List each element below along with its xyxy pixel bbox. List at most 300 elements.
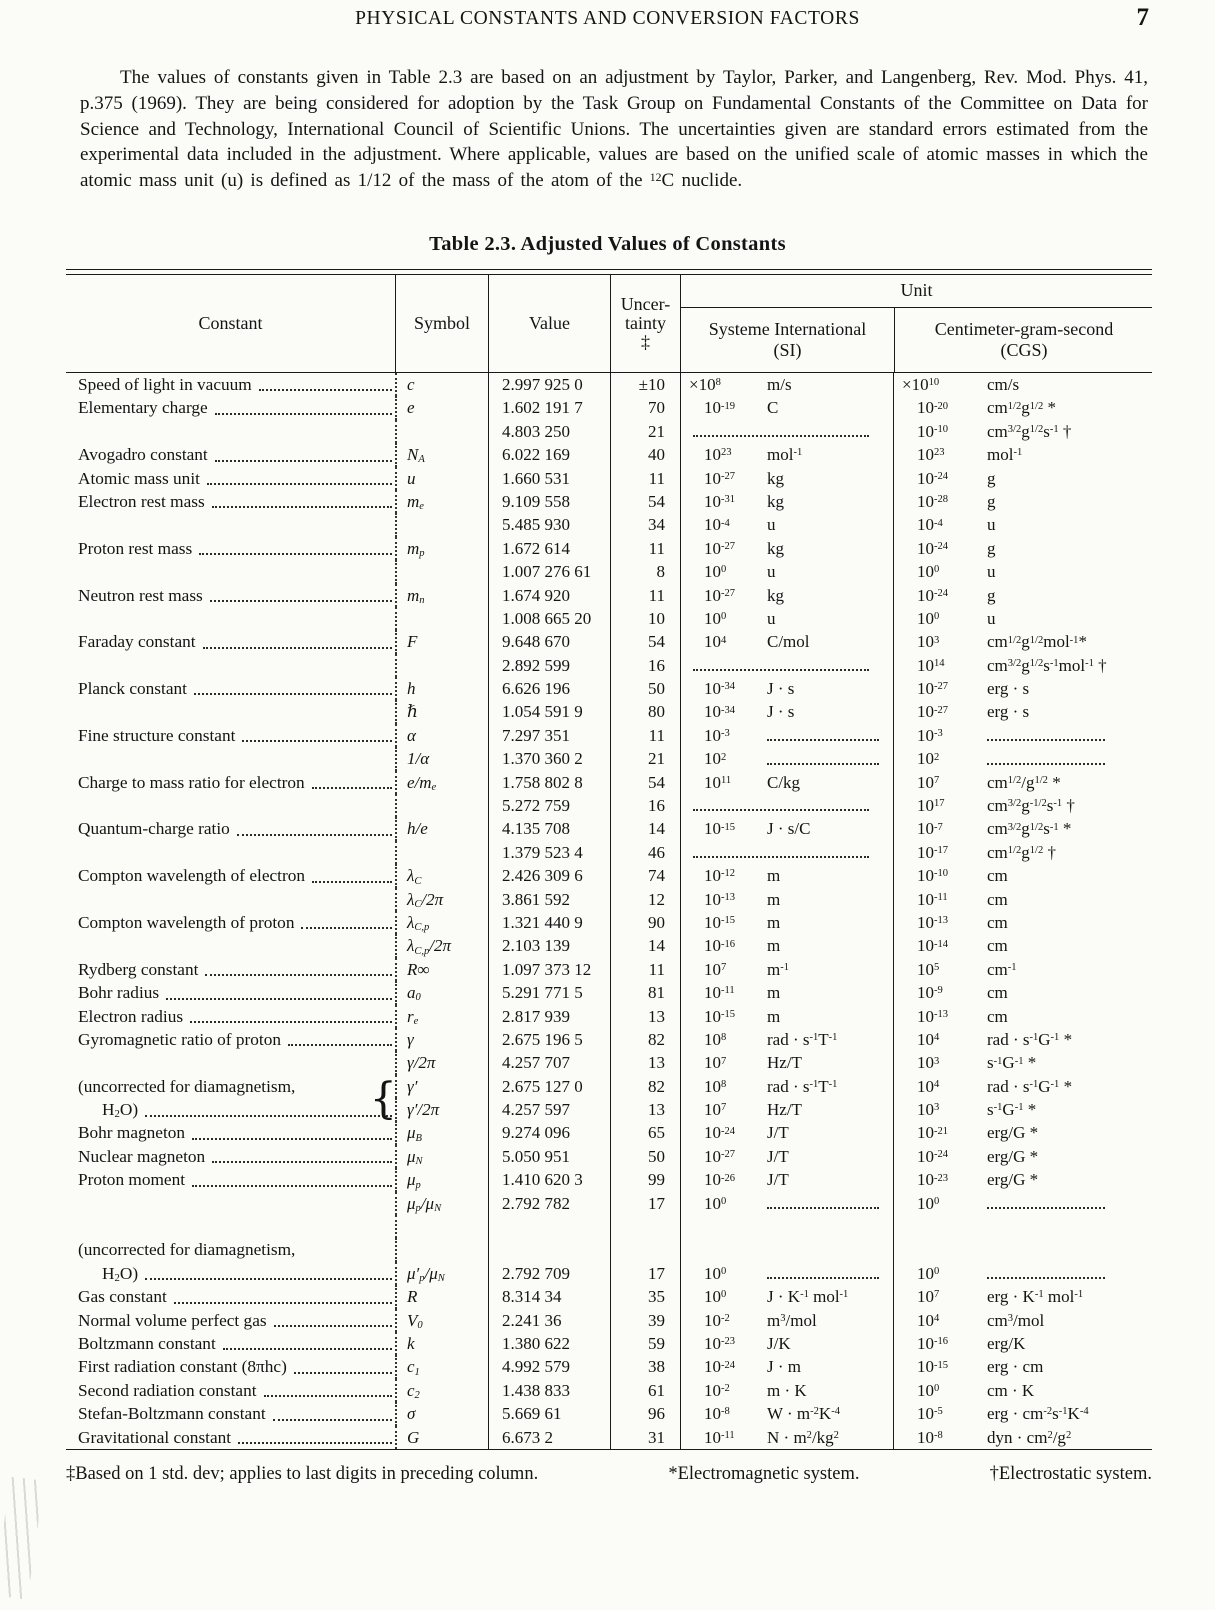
unit: erg/G * bbox=[987, 1123, 1039, 1143]
uncertainty-cell: 34 bbox=[610, 513, 680, 536]
table-row bbox=[66, 1145, 1152, 1168]
value-cell: 1.054 591 9 bbox=[488, 700, 610, 723]
constant-name: Electron radius bbox=[78, 1006, 184, 1026]
si-unit-cell bbox=[680, 1192, 893, 1215]
si-unit-cell bbox=[680, 560, 893, 583]
unit: cm/s bbox=[987, 374, 1020, 394]
symbol-cell: $m_e$ bbox=[395, 490, 488, 513]
header-uncertainty: Uncer- tainty ‡ bbox=[610, 275, 680, 372]
multiplier: $10^7$ bbox=[704, 1053, 727, 1073]
value-cell: 1.438 833 bbox=[488, 1379, 610, 1402]
multiplier: $10^4$ bbox=[917, 1076, 940, 1096]
multiplier: $10^7$ bbox=[704, 1100, 727, 1120]
value-cell: 1.660 531 bbox=[488, 467, 610, 490]
header-unit-group bbox=[680, 275, 1152, 372]
uncertainty-cell: 21 bbox=[610, 420, 680, 443]
constant-cell bbox=[66, 1121, 395, 1144]
symbol-cell: α bbox=[395, 724, 488, 747]
constant-cell bbox=[66, 420, 395, 443]
unit: cm bbox=[987, 889, 1008, 909]
unit: C/kg bbox=[767, 772, 801, 792]
unit: $cm^{1/2}g^{1/2}mol^{-1}*$ bbox=[987, 632, 1087, 652]
si-unit-cell bbox=[680, 1098, 893, 1121]
table-row bbox=[66, 1028, 1152, 1051]
dotted-leader bbox=[203, 630, 392, 648]
table-row bbox=[66, 1051, 1152, 1074]
constant-name: Gyromagnetic ratio of proton bbox=[78, 1029, 281, 1049]
multiplier: $10^7$ bbox=[917, 1287, 940, 1307]
multiplier: $10^{-21}$ bbox=[917, 1123, 949, 1143]
cgs-unit-cell bbox=[893, 467, 1152, 490]
cgs-unit-cell bbox=[893, 700, 1152, 723]
multiplier: $10^{-26}$ bbox=[704, 1170, 736, 1190]
unit: cm bbox=[987, 866, 1008, 886]
table-row bbox=[66, 630, 1152, 653]
uncertainty-cell: 16 bbox=[610, 794, 680, 817]
value-cell: 2.675 127 0 bbox=[488, 1075, 610, 1098]
constant-cell bbox=[66, 607, 395, 630]
multiplier: $10^3$ bbox=[917, 632, 940, 652]
multiplier: $10^{-27}$ bbox=[917, 702, 949, 722]
uncertainty-cell: 65 bbox=[610, 1121, 680, 1144]
cgs-unit-cell bbox=[893, 1379, 1152, 1402]
cgs-unit-cell bbox=[893, 1426, 1152, 1449]
cgs-unit-cell bbox=[893, 1168, 1152, 1191]
unit: kg bbox=[767, 585, 784, 605]
unit: J/T bbox=[767, 1146, 789, 1166]
constant-cell bbox=[66, 1005, 395, 1028]
constant-name: Speed of light in vacuum bbox=[78, 374, 252, 394]
constant-cell bbox=[66, 1402, 395, 1425]
unit: $cm^{3/2}g^{1/2}s^{-1}$ † bbox=[987, 421, 1072, 441]
multiplier: $10^{-24}$ bbox=[704, 1123, 736, 1143]
value-cell: 4.135 708 bbox=[488, 817, 610, 840]
constant-cell bbox=[66, 1028, 395, 1051]
uncertainty-cell: 90 bbox=[610, 911, 680, 934]
unit: $N \cdot m^2/kg^2$ bbox=[767, 1427, 839, 1447]
header-constant: Constant bbox=[198, 312, 263, 333]
unit: $cm^{3/2}g^{1/2}s^{-1}mol^{-1}$ † bbox=[987, 655, 1107, 675]
symbol-cell: $e/m_e$ bbox=[395, 771, 488, 794]
si-unit-cell bbox=[680, 1402, 893, 1425]
si-unit-cell bbox=[680, 1028, 893, 1051]
unit: erg · $K^{-1}$ mol$^{-1}$ bbox=[987, 1287, 1084, 1307]
cgs-unit-cell bbox=[893, 1121, 1152, 1144]
table-row bbox=[66, 584, 1152, 607]
running-head bbox=[0, 4, 1215, 38]
symbol-cell: σ bbox=[395, 1402, 488, 1425]
value-cell: 4.803 250 bbox=[488, 420, 610, 443]
multiplier: $10^{-7}$ bbox=[917, 819, 943, 839]
page-number: 7 bbox=[1136, 4, 1149, 31]
constant-name: First radiation constant (8πhc) bbox=[78, 1357, 287, 1377]
dotted-leader bbox=[215, 396, 392, 414]
symbol-cell: e bbox=[395, 396, 488, 419]
table-row bbox=[66, 724, 1152, 747]
value-cell: 1.370 360 2 bbox=[488, 747, 610, 770]
uncertainty-cell: 10 bbox=[610, 607, 680, 630]
multiplier: $10^{23}$ bbox=[704, 445, 732, 465]
dotted-leader bbox=[242, 724, 392, 742]
cgs-unit-cell bbox=[893, 981, 1152, 1004]
cgs-unit-cell bbox=[893, 1028, 1152, 1051]
multiplier: $10^{-27}$ bbox=[704, 538, 736, 558]
si-unit-cell bbox=[680, 1121, 893, 1144]
cgs-unit-cell bbox=[893, 537, 1152, 560]
constant-cell bbox=[66, 396, 395, 419]
dotted-leader bbox=[238, 1426, 392, 1444]
si-unit-cell bbox=[680, 396, 893, 419]
unit: m/s bbox=[767, 374, 792, 394]
multiplier: $10^{-10}$ bbox=[917, 421, 949, 441]
multiplier: $10^{-34}$ bbox=[704, 702, 736, 722]
symbol-cell: γ′/2π bbox=[395, 1098, 488, 1121]
symbol-cell bbox=[395, 560, 488, 583]
symbol-cell: $N_A$ bbox=[395, 443, 488, 466]
value-cell: 5.050 951 bbox=[488, 1145, 610, 1168]
value-cell: 1.674 920 bbox=[488, 584, 610, 607]
si-unit-cell bbox=[680, 911, 893, 934]
cgs-unit-cell bbox=[893, 630, 1152, 653]
symbol-cell: h/e bbox=[395, 817, 488, 840]
constant-name: Faraday constant bbox=[78, 632, 196, 652]
si-unit-cell bbox=[680, 864, 893, 887]
table-row bbox=[66, 1402, 1152, 1425]
constant-cell bbox=[66, 1355, 395, 1378]
cgs-unit-cell bbox=[893, 490, 1152, 513]
multiplier: $10^{-8}$ bbox=[704, 1404, 730, 1424]
uncertainty-cell: 11 bbox=[610, 584, 680, 607]
unit: dyn · $cm^2/g^2$ bbox=[987, 1427, 1072, 1447]
unit: C/mol bbox=[767, 632, 810, 652]
symbol-cell: R∞ bbox=[395, 958, 488, 981]
unit: mol$^{-1}$ bbox=[767, 445, 803, 465]
constants-table bbox=[66, 269, 1152, 1450]
multiplier: $10^{-19}$ bbox=[704, 398, 736, 418]
constant-cell bbox=[66, 1098, 395, 1121]
header-unit: Unit bbox=[681, 275, 1152, 308]
si-unit-cell bbox=[680, 467, 893, 490]
si-unit-cell bbox=[680, 934, 893, 957]
si-unit-cell bbox=[680, 1145, 893, 1168]
uncertainty-cell: 82 bbox=[610, 1075, 680, 1098]
constant-cell bbox=[66, 864, 395, 887]
value-cell: 1.321 440 9 bbox=[488, 911, 610, 934]
unit: $J \cdot K^{-1}$ mol$^{-1}$ bbox=[767, 1287, 849, 1307]
constant-cell bbox=[66, 817, 395, 840]
cgs-unit-cell bbox=[893, 1215, 1152, 1238]
multiplier: $10^{-27}$ bbox=[704, 1146, 736, 1166]
unit: u bbox=[987, 515, 996, 535]
value-cell: 2.997 925 0 bbox=[488, 373, 610, 396]
constant-name: (uncorrected for diamagnetism, bbox=[78, 1076, 296, 1096]
unit: $cm^{1/2}g^{1/2}$ * bbox=[987, 398, 1056, 418]
multiplier: $10^8$ bbox=[704, 1029, 727, 1049]
dotted-leader bbox=[312, 771, 392, 789]
si-unit-cell bbox=[680, 771, 893, 794]
value-cell bbox=[488, 1215, 610, 1238]
multiplier: $10^{-3}$ bbox=[917, 725, 943, 745]
unit: erg · s bbox=[987, 702, 1030, 722]
constant-cell bbox=[66, 700, 395, 723]
table-row bbox=[66, 1332, 1152, 1355]
si-unit-cell bbox=[680, 513, 893, 536]
uncertainty-cell: 82 bbox=[610, 1028, 680, 1051]
unit: $W \cdot m^{-2}K^{-4}$ bbox=[767, 1404, 840, 1424]
unit: mol$^{-1}$ bbox=[987, 445, 1023, 465]
dotted-leader bbox=[294, 1355, 392, 1373]
constant-cell bbox=[66, 1215, 395, 1238]
header-si: Systeme International (SI) bbox=[708, 318, 867, 360]
unit: m bbox=[767, 866, 781, 886]
symbol-cell: $\mu'_p/\mu_N$ bbox=[395, 1262, 488, 1285]
dotted-leader bbox=[145, 1262, 392, 1280]
multiplier: $10^{11}$ bbox=[704, 772, 732, 792]
constant-name: Bohr radius bbox=[78, 983, 160, 1003]
constant-name: Fine structure constant bbox=[78, 725, 236, 745]
unit: g bbox=[987, 468, 996, 488]
table-row bbox=[66, 560, 1152, 583]
table-row bbox=[66, 654, 1152, 677]
value-cell: 1.380 622 bbox=[488, 1332, 610, 1355]
constant-name: Atomic mass unit bbox=[78, 468, 200, 488]
symbol-cell bbox=[395, 794, 488, 817]
constant-cell bbox=[66, 584, 395, 607]
multiplier: $10^0$ bbox=[704, 1287, 727, 1307]
unit: m bbox=[767, 889, 781, 909]
constant-cell bbox=[66, 1262, 395, 1285]
value-cell: 2.103 139 bbox=[488, 934, 610, 957]
cgs-unit-cell bbox=[893, 1285, 1152, 1308]
cgs-unit-cell bbox=[893, 771, 1152, 794]
multiplier: $10^{-24}$ bbox=[917, 538, 949, 558]
constant-cell bbox=[66, 724, 395, 747]
symbol-cell: 1/α bbox=[395, 747, 488, 770]
unit: erg/G * bbox=[987, 1170, 1039, 1190]
uncertainty-cell: 13 bbox=[610, 1005, 680, 1028]
si-unit-cell bbox=[680, 537, 893, 560]
uncertainty-cell: 35 bbox=[610, 1285, 680, 1308]
scanned-page bbox=[0, 4, 1215, 1610]
unit: kg bbox=[767, 538, 784, 558]
value-cell: 1.672 614 bbox=[488, 537, 610, 560]
cgs-unit-cell bbox=[893, 373, 1152, 396]
multiplier: $10^7$ bbox=[704, 959, 727, 979]
si-unit-cell bbox=[680, 1355, 893, 1378]
constant-name: Second radiation constant bbox=[78, 1380, 257, 1400]
table-title: Table 2.3. Adjusted Values of Constants bbox=[429, 232, 786, 255]
symbol-cell bbox=[395, 420, 488, 443]
header-value: Value bbox=[488, 275, 610, 372]
value-cell: 2.892 599 bbox=[488, 654, 610, 677]
uncertainty-cell: 13 bbox=[610, 1098, 680, 1121]
symbol-cell: $m_n$ bbox=[395, 584, 488, 607]
value-cell: 6.626 196 bbox=[488, 677, 610, 700]
cgs-unit-cell bbox=[893, 1402, 1152, 1425]
table-row bbox=[66, 1192, 1152, 1215]
multiplier: $10^2$ bbox=[704, 749, 727, 769]
uncertainty-cell: 46 bbox=[610, 841, 680, 864]
multiplier: $10^{-27}$ bbox=[704, 468, 736, 488]
table-row bbox=[66, 1426, 1152, 1449]
cgs-unit-cell bbox=[893, 817, 1152, 840]
unit: cm bbox=[987, 912, 1008, 932]
constant-cell bbox=[66, 794, 395, 817]
si-unit-cell bbox=[680, 584, 893, 607]
constant-name: (uncorrected for diamagnetism, bbox=[78, 1240, 296, 1260]
multiplier: $10^{-11}$ bbox=[704, 1427, 735, 1447]
symbol-cell: $c_1$ bbox=[395, 1355, 488, 1378]
multiplier: $10^{14}$ bbox=[917, 655, 945, 675]
multiplier: $10^{-11}$ bbox=[917, 889, 948, 909]
si-unit-cell bbox=[680, 700, 893, 723]
uncertainty-cell: 96 bbox=[610, 1402, 680, 1425]
si-unit-cell bbox=[680, 958, 893, 981]
dotted-leader bbox=[194, 677, 392, 695]
footnote-asterisk: *Electromagnetic system. bbox=[668, 1463, 860, 1484]
multiplier: $10^{-16}$ bbox=[917, 1334, 949, 1353]
symbol-cell: γ bbox=[395, 1028, 488, 1051]
dotted-leader bbox=[301, 911, 392, 929]
cgs-unit-cell bbox=[893, 1262, 1152, 1285]
si-unit-cell bbox=[680, 747, 893, 770]
table-row bbox=[66, 934, 1152, 957]
table-row bbox=[66, 1309, 1152, 1332]
unit: g bbox=[987, 538, 996, 558]
multiplier: $10^{-8}$ bbox=[917, 1427, 943, 1447]
dotted-leader bbox=[288, 1028, 392, 1046]
uncertainty-cell: 80 bbox=[610, 700, 680, 723]
value-cell: 6.022 169 bbox=[488, 443, 610, 466]
multiplier: $10^{-27}$ bbox=[704, 585, 736, 605]
unit: J/K bbox=[767, 1334, 791, 1353]
multiplier: $10^{-17}$ bbox=[917, 842, 949, 862]
multiplier: $10^{-13}$ bbox=[917, 1006, 949, 1026]
multiplier: $10^7$ bbox=[917, 772, 940, 792]
unit: J · s bbox=[767, 702, 795, 722]
unit: rad · $s^{-1}G^{-1}$ * bbox=[987, 1076, 1073, 1096]
uncertainty-cell: 50 bbox=[610, 677, 680, 700]
value-cell: 2.426 309 6 bbox=[488, 864, 610, 887]
symbol-cell bbox=[395, 654, 488, 677]
unit: $s^{-1}G^{-1}$ * bbox=[987, 1053, 1037, 1073]
multiplier: $10^{-10}$ bbox=[917, 866, 949, 886]
table-row bbox=[66, 537, 1152, 560]
unit: m bbox=[767, 1006, 781, 1026]
constant-cell bbox=[66, 1168, 395, 1191]
multiplier: $10^0$ bbox=[704, 562, 727, 582]
footnote-double-dagger: ‡Based on 1 std. dev; applies to last digits in preceding column. bbox=[66, 1463, 539, 1484]
unit: m · K bbox=[767, 1380, 807, 1400]
dotted-leader bbox=[205, 958, 392, 976]
unit: rad · $s^{-1}T^{-1}$ bbox=[767, 1076, 838, 1096]
unit: J · s/C bbox=[767, 819, 811, 839]
dotted-leader bbox=[210, 584, 392, 602]
value-cell: 4.257 707 bbox=[488, 1051, 610, 1074]
table-row bbox=[66, 1005, 1152, 1028]
dotted-leader bbox=[192, 1121, 392, 1139]
constant-name: Boltzmann constant bbox=[78, 1334, 216, 1353]
constant-name: $H_2O$) bbox=[102, 1263, 139, 1285]
uncertainty-cell: 81 bbox=[610, 981, 680, 1004]
cgs-unit-cell bbox=[893, 747, 1152, 770]
cgs-unit-cell bbox=[893, 654, 1152, 677]
si-unit-cell bbox=[680, 607, 893, 630]
dotted-leader bbox=[312, 864, 392, 882]
constant-name: Gas constant bbox=[78, 1287, 167, 1307]
multiplier: $10^{-24}$ bbox=[704, 1357, 736, 1377]
constant-cell bbox=[66, 981, 395, 1004]
table-header bbox=[66, 275, 1152, 373]
cgs-unit-cell bbox=[893, 1075, 1152, 1098]
value-cell: 5.485 930 bbox=[488, 513, 610, 536]
multiplier: $10^{-28}$ bbox=[917, 491, 949, 511]
table-row bbox=[66, 420, 1152, 443]
value-cell: 2.817 939 bbox=[488, 1005, 610, 1028]
multiplier: $10^4$ bbox=[917, 1029, 940, 1049]
constant-name: Elementary charge bbox=[78, 398, 208, 418]
si-unit-cell bbox=[680, 1426, 893, 1449]
unit: J · s bbox=[767, 679, 795, 699]
unit: rad · $s^{-1}G^{-1}$ * bbox=[987, 1029, 1073, 1049]
symbol-cell bbox=[395, 607, 488, 630]
symbol-cell bbox=[395, 513, 488, 536]
value-cell: 9.274 096 bbox=[488, 1121, 610, 1144]
unit: erg/K bbox=[987, 1334, 1026, 1353]
value-cell: 8.314 34 bbox=[488, 1285, 610, 1308]
cgs-unit-cell bbox=[893, 864, 1152, 887]
unit: erg · s bbox=[987, 679, 1030, 699]
cgs-unit-cell bbox=[893, 958, 1152, 981]
symbol-cell: γ/2π bbox=[395, 1051, 488, 1074]
constant-cell bbox=[66, 443, 395, 466]
constant-name: Quantum-charge ratio bbox=[78, 819, 230, 839]
table-row bbox=[66, 1285, 1152, 1308]
unit: erg/G * bbox=[987, 1146, 1039, 1166]
table-row bbox=[66, 817, 1152, 840]
constant-name: $H_2O$) bbox=[102, 1100, 139, 1121]
si-unit-cell bbox=[680, 1168, 893, 1191]
si-unit-cell bbox=[680, 1262, 893, 1285]
constant-cell bbox=[66, 934, 395, 957]
constant-name: Proton moment bbox=[78, 1170, 186, 1190]
dotted-leader bbox=[223, 1332, 392, 1350]
unit: kg bbox=[767, 468, 784, 488]
symbol-cell: $\mu_p$ bbox=[395, 1168, 488, 1191]
multiplier: $10^{-16}$ bbox=[704, 936, 736, 956]
value-cell: 2.241 36 bbox=[488, 1309, 610, 1332]
multiplier: $10^{-15}$ bbox=[704, 912, 736, 932]
symbol-cell: h bbox=[395, 677, 488, 700]
value-cell: 5.669 61 bbox=[488, 1402, 610, 1425]
constant-name: Electron rest mass bbox=[78, 491, 205, 511]
constant-cell bbox=[66, 630, 395, 653]
si-unit-cell bbox=[680, 1238, 893, 1261]
uncertainty-cell: ±10 bbox=[610, 373, 680, 396]
cgs-unit-cell bbox=[893, 1145, 1152, 1168]
table-row bbox=[66, 607, 1152, 630]
unit: Hz/T bbox=[767, 1053, 802, 1073]
table-row bbox=[66, 1168, 1152, 1191]
value-cell: 1.379 523 4 bbox=[488, 841, 610, 864]
multiplier: $10^{-2}$ bbox=[704, 1380, 730, 1400]
unit: m bbox=[767, 983, 781, 1003]
unit: $cm^{1/2}g^{1/2}$ † bbox=[987, 842, 1056, 862]
table-row bbox=[66, 1098, 1152, 1121]
multiplier: $10^3$ bbox=[917, 1100, 940, 1120]
table-row bbox=[66, 864, 1152, 887]
uncertainty-cell: 54 bbox=[610, 630, 680, 653]
